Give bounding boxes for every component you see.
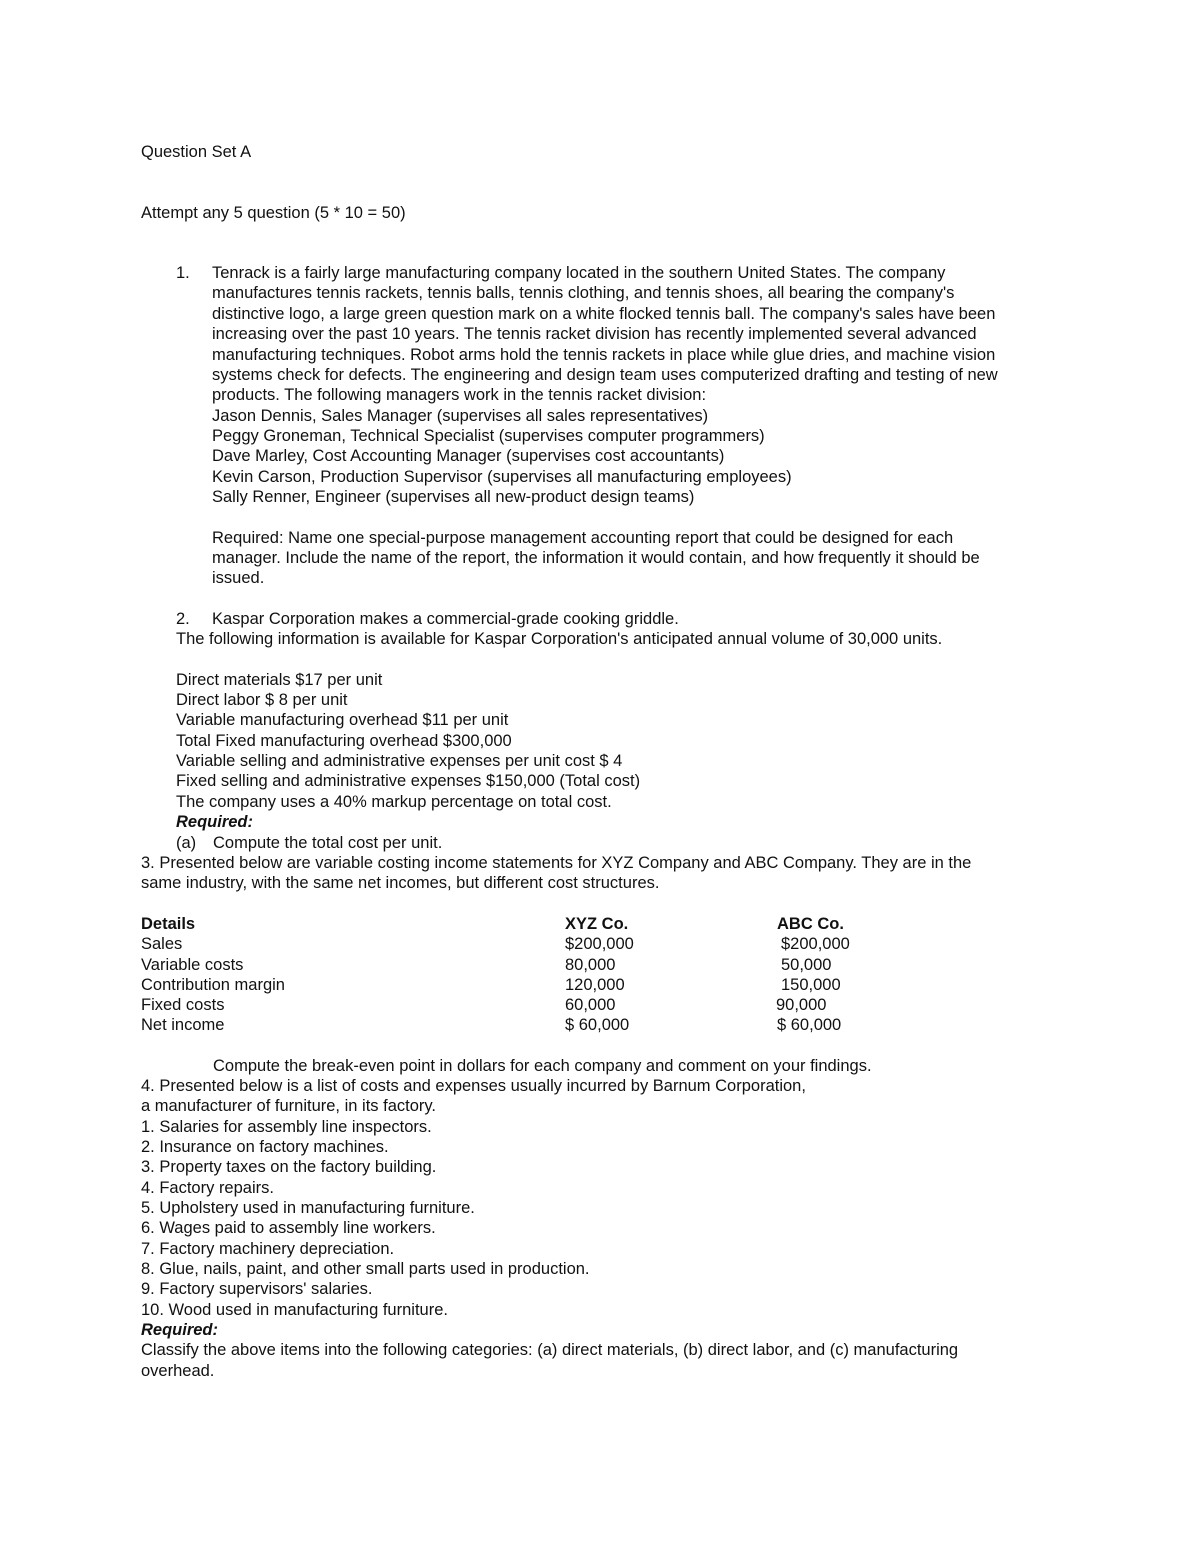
- q1-required-line: issued.: [212, 569, 265, 587]
- table-cell-abc: $ 60,000: [777, 1016, 842, 1034]
- q2-item: Total Fixed manufacturing overhead $300,000: [176, 732, 512, 750]
- table-cell-xyz: 120,000: [565, 976, 625, 994]
- q4-list-item: 7. Factory machinery depreciation.: [141, 1240, 395, 1258]
- q4-list-item: 8. Glue, nails, paint, and other small parts used in production.: [141, 1260, 590, 1278]
- q4-list-item: 6. Wages paid to assembly line workers.: [141, 1219, 436, 1237]
- q4-task-line: Classify the above items into the following categories: (a) direct materials, (b) direct labor, and (c) manufacturing: [141, 1341, 959, 1359]
- q2-required-label: Required:: [176, 813, 254, 831]
- table-row-label: Sales: [141, 935, 183, 953]
- table-cell-abc: 150,000: [781, 976, 841, 994]
- q1-text-line: increasing over the past 10 years. The tennis racket division has recently implemented several advanced: [212, 325, 977, 343]
- q4-list-item: 3. Property taxes on the factory building.: [141, 1158, 437, 1176]
- q2-part-a-label: (a): [176, 834, 197, 852]
- q4-task-line: overhead.: [141, 1362, 215, 1380]
- q3-intro-line: 3. Presented below are variable costing income statements for XYZ Company and ABC Company. They are in the: [141, 854, 972, 872]
- table-cell-abc: 50,000: [781, 956, 832, 974]
- q1-manager: Kevin Carson, Production Supervisor (supervises all manufacturing employees): [212, 468, 792, 486]
- q3-intro-line: same industry, with the same net incomes, but different cost structures.: [141, 874, 660, 892]
- table-header-abc: ABC Co.: [777, 915, 844, 933]
- attempt-instruction: Attempt any 5 question (5 * 10 = 50): [141, 204, 406, 222]
- q1-text-line: manufacturing techniques. Robot arms hold the tennis rackets in place while glue dries, and machine vision: [212, 346, 996, 364]
- q1-text-line: products. The following managers work in the tennis racket division:: [212, 386, 707, 404]
- q1-manager: Jason Dennis, Sales Manager (supervises all sales representatives): [212, 407, 709, 425]
- q1-required-line: Required: Name one special-purpose management accounting report that could be designed for each: [212, 529, 954, 547]
- document-title: Question Set A: [141, 143, 252, 161]
- q4-list-item: 1. Salaries for assembly line inspectors.: [141, 1118, 432, 1136]
- q2-item: Direct labor $ 8 per unit: [176, 691, 348, 709]
- q2-info-line: The following information is available for Kaspar Corporation's anticipated annual volume of 30,000 units.: [176, 630, 943, 648]
- q2-part-a-text: Compute the total cost per unit.: [213, 834, 443, 852]
- q1-text-line: manufactures tennis rackets, tennis balls, tennis clothing, and tennis shoes, all bearing the company's: [212, 284, 955, 302]
- q1-text-line: systems check for defects. The engineering and design team uses computerized drafting and testing of new: [212, 366, 998, 384]
- table-header-details: Details: [141, 915, 196, 933]
- q2-item: Variable manufacturing overhead $11 per unit: [176, 711, 509, 729]
- q1-manager: Dave Marley, Cost Accounting Manager (supervises cost accountants): [212, 447, 725, 465]
- q1-text-line: Tenrack is a fairly large manufacturing company located in the southern United States. The company: [212, 264, 946, 282]
- q2-first-line: Kaspar Corporation makes a commercial-grade cooking griddle.: [212, 610, 679, 628]
- q2-number: 2.: [176, 610, 190, 628]
- q4-list-item: 10. Wood used in manufacturing furniture.: [141, 1301, 448, 1319]
- q4-intro-line: a manufacturer of furniture, in its factory.: [141, 1097, 436, 1115]
- q4-list-item: 5. Upholstery used in manufacturing furniture.: [141, 1199, 475, 1217]
- table-row-label: Fixed costs: [141, 996, 225, 1014]
- table-cell-xyz: 60,000: [565, 996, 616, 1014]
- q4-required-label: Required:: [141, 1321, 219, 1339]
- q2-item: Direct materials $17 per unit: [176, 671, 383, 689]
- q2-item: The company uses a 40% markup percentage on total cost.: [176, 793, 612, 811]
- q3-task: Compute the break-even point in dollars for each company and comment on your findings.: [213, 1057, 872, 1075]
- q4-list-item: 9. Factory supervisors' salaries.: [141, 1280, 373, 1298]
- table-cell-xyz: $ 60,000: [565, 1016, 630, 1034]
- q1-manager: Sally Renner, Engineer (supervises all new-product design teams): [212, 488, 695, 506]
- table-cell-xyz: $200,000: [565, 935, 634, 953]
- q1-required-line: manager. Include the name of the report, the information it would contain, and how frequently it should be: [212, 549, 980, 567]
- q4-intro-line: 4. Presented below is a list of costs and expenses usually incurred by Barnum Corporation,: [141, 1077, 806, 1095]
- table-header-xyz: XYZ Co.: [565, 915, 629, 933]
- table-row-label: Net income: [141, 1016, 225, 1034]
- q2-item: Fixed selling and administrative expenses $150,000 (Total cost): [176, 772, 641, 790]
- table-row-label: Contribution margin: [141, 976, 285, 994]
- q1-text-line: distinctive logo, a large green question mark on a white flocked tennis ball. The company's sales have been: [212, 305, 996, 323]
- q1-number: 1.: [176, 264, 190, 282]
- table-cell-abc: $200,000: [781, 935, 850, 953]
- q1-manager: Peggy Groneman, Technical Specialist (supervises computer programmers): [212, 427, 765, 445]
- table-row-label: Variable costs: [141, 956, 244, 974]
- table-cell-xyz: 80,000: [565, 956, 616, 974]
- q4-list-item: 4. Factory repairs.: [141, 1179, 274, 1197]
- q4-list-item: 2. Insurance on factory machines.: [141, 1138, 389, 1156]
- q2-item: Variable selling and administrative expenses per unit cost $ 4: [176, 752, 623, 770]
- table-cell-abc: 90,000: [776, 996, 827, 1014]
